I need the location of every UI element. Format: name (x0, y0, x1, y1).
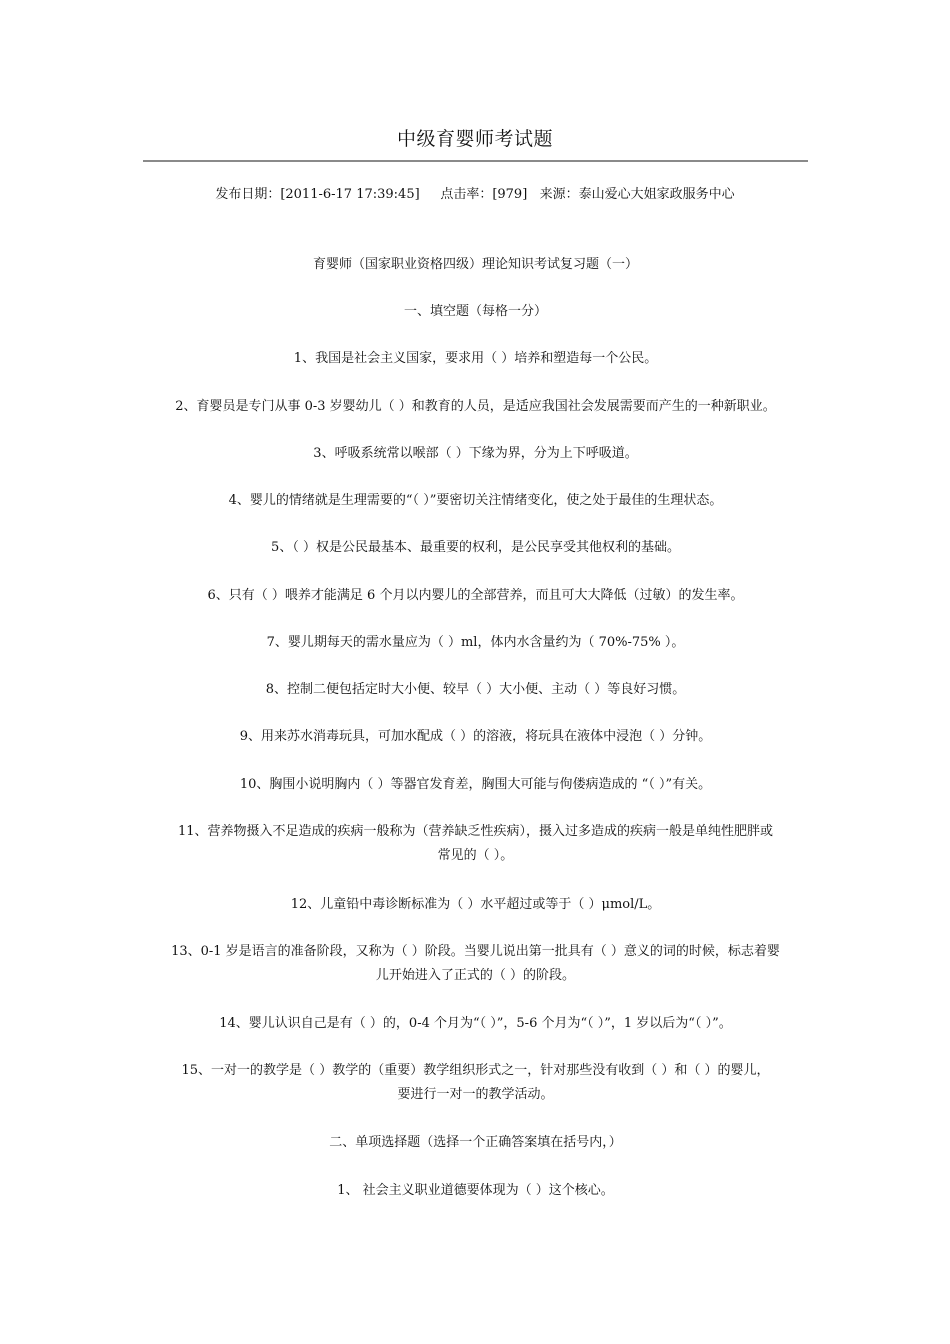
publish-meta: 发布日期：[2011-6-17 17:39:45] 点击率：[979] 来源：泰山爱心大姐家政服务中心 (215, 187, 735, 202)
question-11-line-1: 11、营养物摄入不足造成的疾病一般称为（营养缺乏性疾病），摄入过多造成的疾病一般是单纯性肥胖或 (177, 824, 774, 839)
question-11-line-2: 常见的（ ）。 (437, 848, 514, 863)
choice-question-1: 1、 社会主义职业道德要体现为（ ）这个核心。 (337, 1183, 614, 1198)
question-15-line-2: 要进行一对一的教学活动。 (397, 1087, 554, 1102)
question-1: 1、我国是社会主义国家，要求用（ ）培养和塑造每一个公民。 (293, 351, 658, 366)
question-9: 9、用来苏水消毒玩具，可加水配成（ ）的溶液，将玩具在液体中浸泡（ ）分钟。 (239, 729, 712, 744)
question-13-line-2: 儿开始进入了正式的（ ）的阶段。 (375, 968, 576, 983)
question-7: 7、婴儿期每天的需水量应为（ ）ml，体内水含量约为（ 70%-75% ）。 (266, 635, 685, 650)
exam-subtitle: 育婴师（国家职业资格四级）理论知识考试复习题（一） (312, 257, 638, 272)
question-4: 4、婴儿的情绪就是生理需要的“（ ）”要密切关注情绪变化，使之处于最佳的生理状态。 (228, 493, 723, 508)
question-2: 2、育婴员是专门从事 0-3 岁婴幼儿（ ）和教育的人员，是适应我国社会发展需要而产生的一种新职业。 (175, 399, 776, 414)
section-heading-single-choice: 二、单项选择题（选择一个正确答案填在括号内，） (329, 1135, 622, 1150)
question-5: 5、（ ）权是公民最基本、最重要的权利，是公民享受其他权利的基础。 (271, 540, 680, 555)
document-title: 中级育婴师考试题 (396, 128, 553, 150)
question-8: 8、控制二便包括定时大小便、较早（ ）大小便、主动（ ）等良好习惯。 (265, 682, 686, 697)
question-3: 3、呼吸系统常以喉部（ ）下缘为界，分为上下呼吸道。 (313, 446, 638, 461)
question-14: 14、婴儿认识自己是有（ ）的，0-4 个月为“（ ）”，5-6 个月为“（ ）”，1 岁以后为“（ ）”。 (219, 1016, 732, 1031)
question-6: 6、只有（ ）喂养才能满足 6 个月以内婴儿的全部营养，而且可大大降低（过敏）的发生率。 (207, 588, 744, 603)
question-12: 12、儿童铅中毒诊断标准为（ ）水平超过或等于（ ）μmol/L。 (290, 897, 661, 912)
title-divider (143, 160, 808, 162)
section-heading-fill-blank: 一、填空题（每格一分） (403, 304, 547, 319)
question-15-line-1: 15、一对一的教学是（ ）教学的（重要）教学组织形式之一，针对那些没有收到（ ）和（ ）的婴儿， (181, 1063, 770, 1078)
question-13-line-1: 13、0-1 岁是语言的准备阶段，又称为（ ）阶段。当婴儿说出第一批具有（ ）意义的词的时候，标志着婴 (171, 944, 780, 959)
question-10: 10、胸围小说明胸内（ ）等器官发育差，胸围大可能与佝偻病造成的 “（ ）”有关。 (239, 777, 712, 792)
